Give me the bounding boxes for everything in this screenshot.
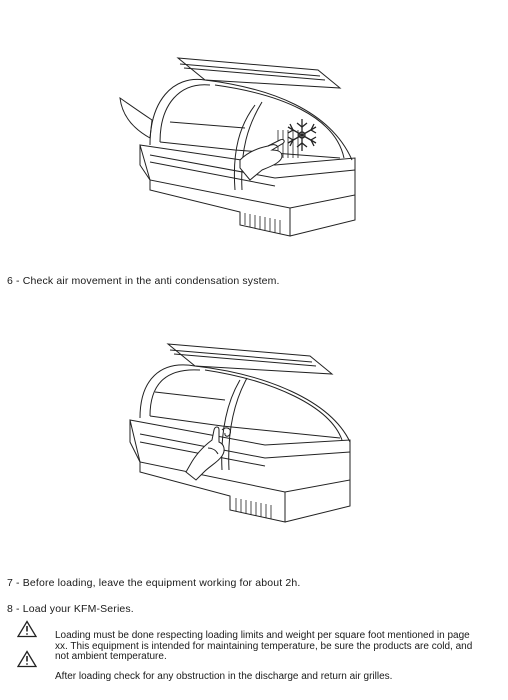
display-case-illustration-airflow [0, 30, 508, 240]
grille-check-note: After loading check for any obstruction in the discharge and return air grilles. [55, 671, 393, 682]
step-8-text: 8 - Load your KFM-Series. [7, 603, 134, 615]
warning-triangle-icon [17, 650, 37, 668]
display-case-illustration-rest [0, 330, 508, 540]
loading-warning-note: Loading must be done respecting loading limits and weight per square foot mentioned in page xx. This equipment is intended for maintaining temperature, be sure the products are cold, and not ambient temperature. [55, 630, 473, 662]
step-6-text: 6 - Check air movement in the anti condensation system. [7, 275, 280, 287]
step-7-text: 7 - Before loading, leave the equipment working for about 2h. [7, 577, 301, 589]
warning-triangle-icon [17, 620, 37, 638]
